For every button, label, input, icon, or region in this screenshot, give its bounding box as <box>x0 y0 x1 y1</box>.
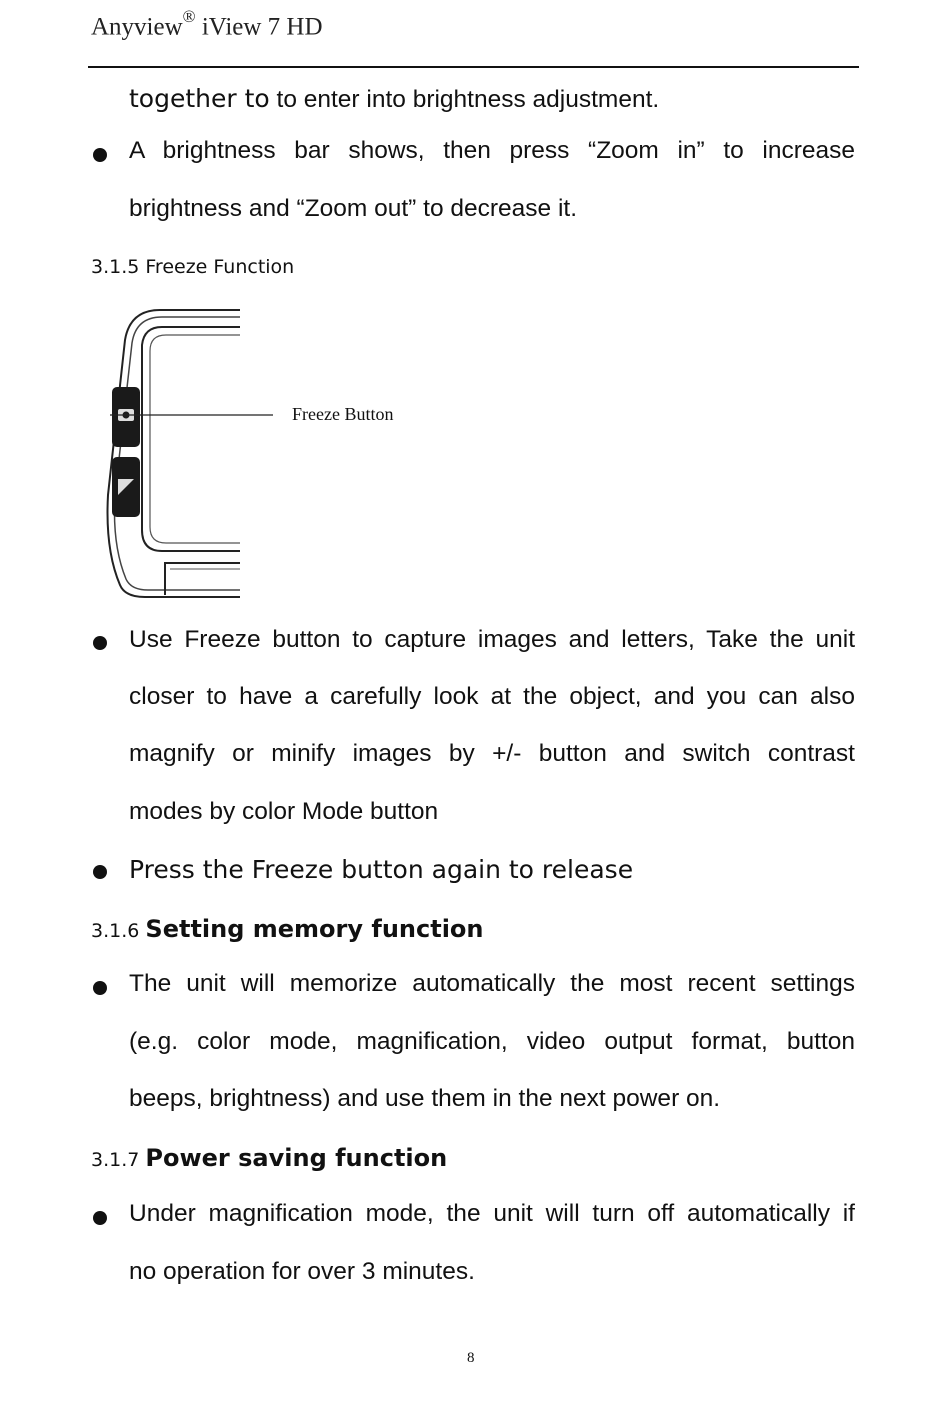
freeze-button-diagram <box>100 305 420 605</box>
freeze-line-4: modes by color Mode button <box>129 798 439 825</box>
power-line-1: Under magnification mode, the unit will turn off automatically if <box>129 1200 855 1227</box>
intro-lead: together to <box>129 84 270 113</box>
section-number: 3.1.6 <box>91 920 140 942</box>
registered-mark: ® <box>182 7 196 26</box>
intro-rest: to enter into brightness adjustment. <box>269 86 660 113</box>
bullet <box>93 636 107 650</box>
memory-line-1: The unit will memorize automatically the most recent settings <box>129 970 855 997</box>
page-number: 8 <box>467 1350 475 1366</box>
bullet <box>93 148 107 162</box>
brightness-line-2: brightness and “Zoom out” to decrease it. <box>129 195 578 222</box>
section-3-1-7-heading <box>91 1144 447 1172</box>
memory-line-3: beeps, brightness) and use them in the next power on. <box>129 1085 721 1112</box>
bullet <box>93 1211 107 1225</box>
section-title: Power saving function <box>145 1144 448 1172</box>
freeze-line-3: magnify or minify images by +/- button and switch contrast <box>129 740 855 767</box>
product-name: iView 7 HD <box>201 13 323 41</box>
section-title: Setting memory function <box>145 915 484 943</box>
header-rule <box>88 66 859 68</box>
power-line-2: no operation for over 3 minutes. <box>129 1258 475 1285</box>
freeze-line-2: closer to have a carefully look at the object, and you can also <box>129 683 855 710</box>
brightness-line-1: A brightness bar shows, then press “Zoom in” to increase <box>129 137 855 164</box>
freeze-button-callout: Freeze Button <box>292 404 394 424</box>
bullet <box>93 865 107 879</box>
intro-line <box>129 70 659 129</box>
document-header <box>91 7 323 41</box>
section-3-1-5-heading: 3.1.5 Freeze Function <box>91 256 295 278</box>
section-number: 3.1.7 <box>91 1149 140 1171</box>
release-line: Press the Freeze button again to release <box>129 855 634 884</box>
brand-name: Anyview <box>91 13 183 41</box>
memory-line-2: (e.g. color mode, magnification, video output format, button <box>129 1028 855 1055</box>
section-3-1-6-heading <box>91 915 484 943</box>
bullet <box>93 981 107 995</box>
freeze-line-1: Use Freeze button to capture images and letters, Take the unit <box>129 626 855 653</box>
